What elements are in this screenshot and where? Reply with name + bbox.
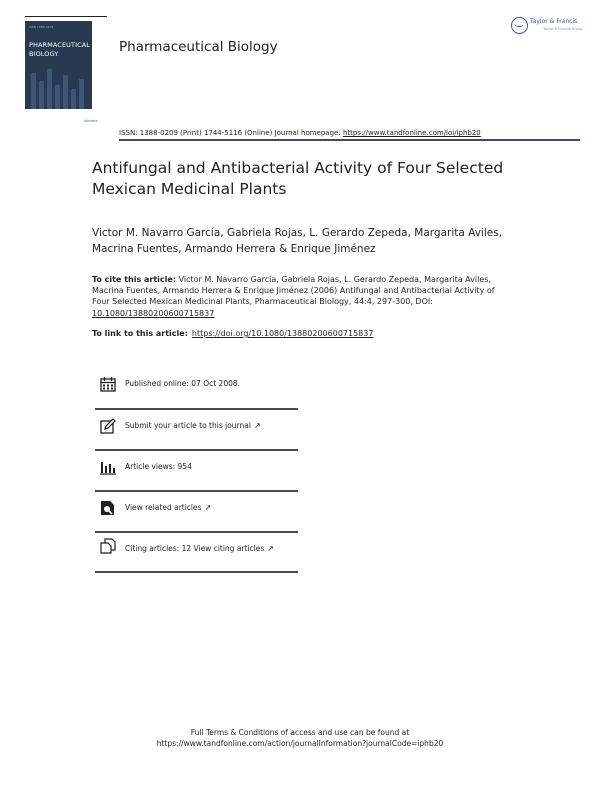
footer-terms-link[interactable]: https://www.tandfonline.com/action/journalInformation?journalCode=iphb20: [156, 739, 444, 748]
footer-line-1: Full Terms & Conditions of access and use can be found at: [190, 728, 410, 737]
external-link-icon: ↗: [253, 421, 261, 430]
bar-chart-icon: [100, 459, 116, 475]
article-doi-link[interactable]: https://doi.org/10.1080/13880200600715837: [191, 329, 374, 338]
metrics-divider: [95, 571, 298, 573]
issn-line: ISSN: 1388-0209 (Print) 1744-5116 (Online) Journal homepage: https://www.tandfonline.com/loi/iphb20: [119, 129, 481, 137]
article-link-line: [92, 329, 512, 338]
submit-article-row[interactable]: [95, 418, 298, 459]
citation-label: To cite this article:: [92, 275, 177, 284]
tf-logo-icon: [511, 17, 528, 34]
citing-icon: [100, 538, 116, 554]
footer-terms: [0, 727, 600, 749]
publisher-group: Taylor & Francis Group: [543, 27, 583, 31]
citing-articles-label[interactable]: Citing articles: 12 View citing articles ↗: [125, 544, 274, 553]
taylor-francis-logo[interactable]: [511, 17, 581, 37]
citation-doi-link[interactable]: 10.1080/13880200600715837: [92, 308, 215, 318]
published-online-row: [95, 376, 298, 417]
search-doc-icon: [100, 500, 116, 516]
published-online-label: Published online: 07 Oct 2008.: [125, 379, 241, 388]
informa-logo: informa: [84, 119, 98, 123]
header-divider: [119, 139, 580, 141]
link-label: To link to this article:: [92, 329, 188, 338]
related-articles-row[interactable]: [95, 500, 298, 541]
cover-tag: ISSN 1388-0209: [29, 25, 54, 29]
external-link-icon: ↗: [267, 544, 274, 553]
publisher-name: Taylor & Francis: [530, 18, 578, 25]
submit-icon: [100, 418, 116, 434]
article-authors: Victor M. Navarro García, Gabriela Rojas, L. Gerardo Zepeda, Margarita Aviles, Macrina Fuentes, Armando Herrera & Enrique Jiménez: [92, 227, 503, 255]
metrics-divider: [95, 531, 298, 533]
cover-graphic: [25, 65, 92, 109]
article-title: Antifungal and Antibacterial Activity of Four Selected Mexican Medicinal Plants: [92, 159, 504, 198]
article-views-row: [95, 459, 298, 500]
metrics-divider: [95, 408, 298, 410]
journal-homepage-link[interactable]: https://www.tandfonline.com/loi/iphb20: [342, 129, 481, 137]
journal-cover-thumbnail: [25, 21, 92, 109]
journal-name[interactable]: Pharmaceutical Biology: [119, 39, 278, 55]
metrics-divider: [95, 449, 298, 451]
submit-article-label[interactable]: Submit your article to this journal ↗: [125, 421, 261, 430]
metrics-divider: [95, 490, 298, 492]
external-link-icon: ↗: [204, 503, 212, 512]
related-articles-label[interactable]: View related articles ↗: [125, 503, 212, 512]
cover-title: PHARMACEUTICAL BIOLOGY: [29, 41, 91, 58]
citation-block: [92, 274, 512, 319]
article-views-label: Article views: 954: [125, 462, 192, 471]
cover-top-line: [25, 16, 107, 17]
calendar-icon: [100, 376, 116, 392]
citation-text: Victor M. Navarro García, Gabriela Rojas, L. Gerardo Zepeda, Margarita Aviles, Macrina Fuentes, Armando Herrera & Enrique Jiménez (2006) Antifungal and Antibacterial Activity of Four Selected Mexican Medicinal Plants, Pharmaceutical Biology, 44:4, 297-300, DOI:: [92, 275, 495, 307]
